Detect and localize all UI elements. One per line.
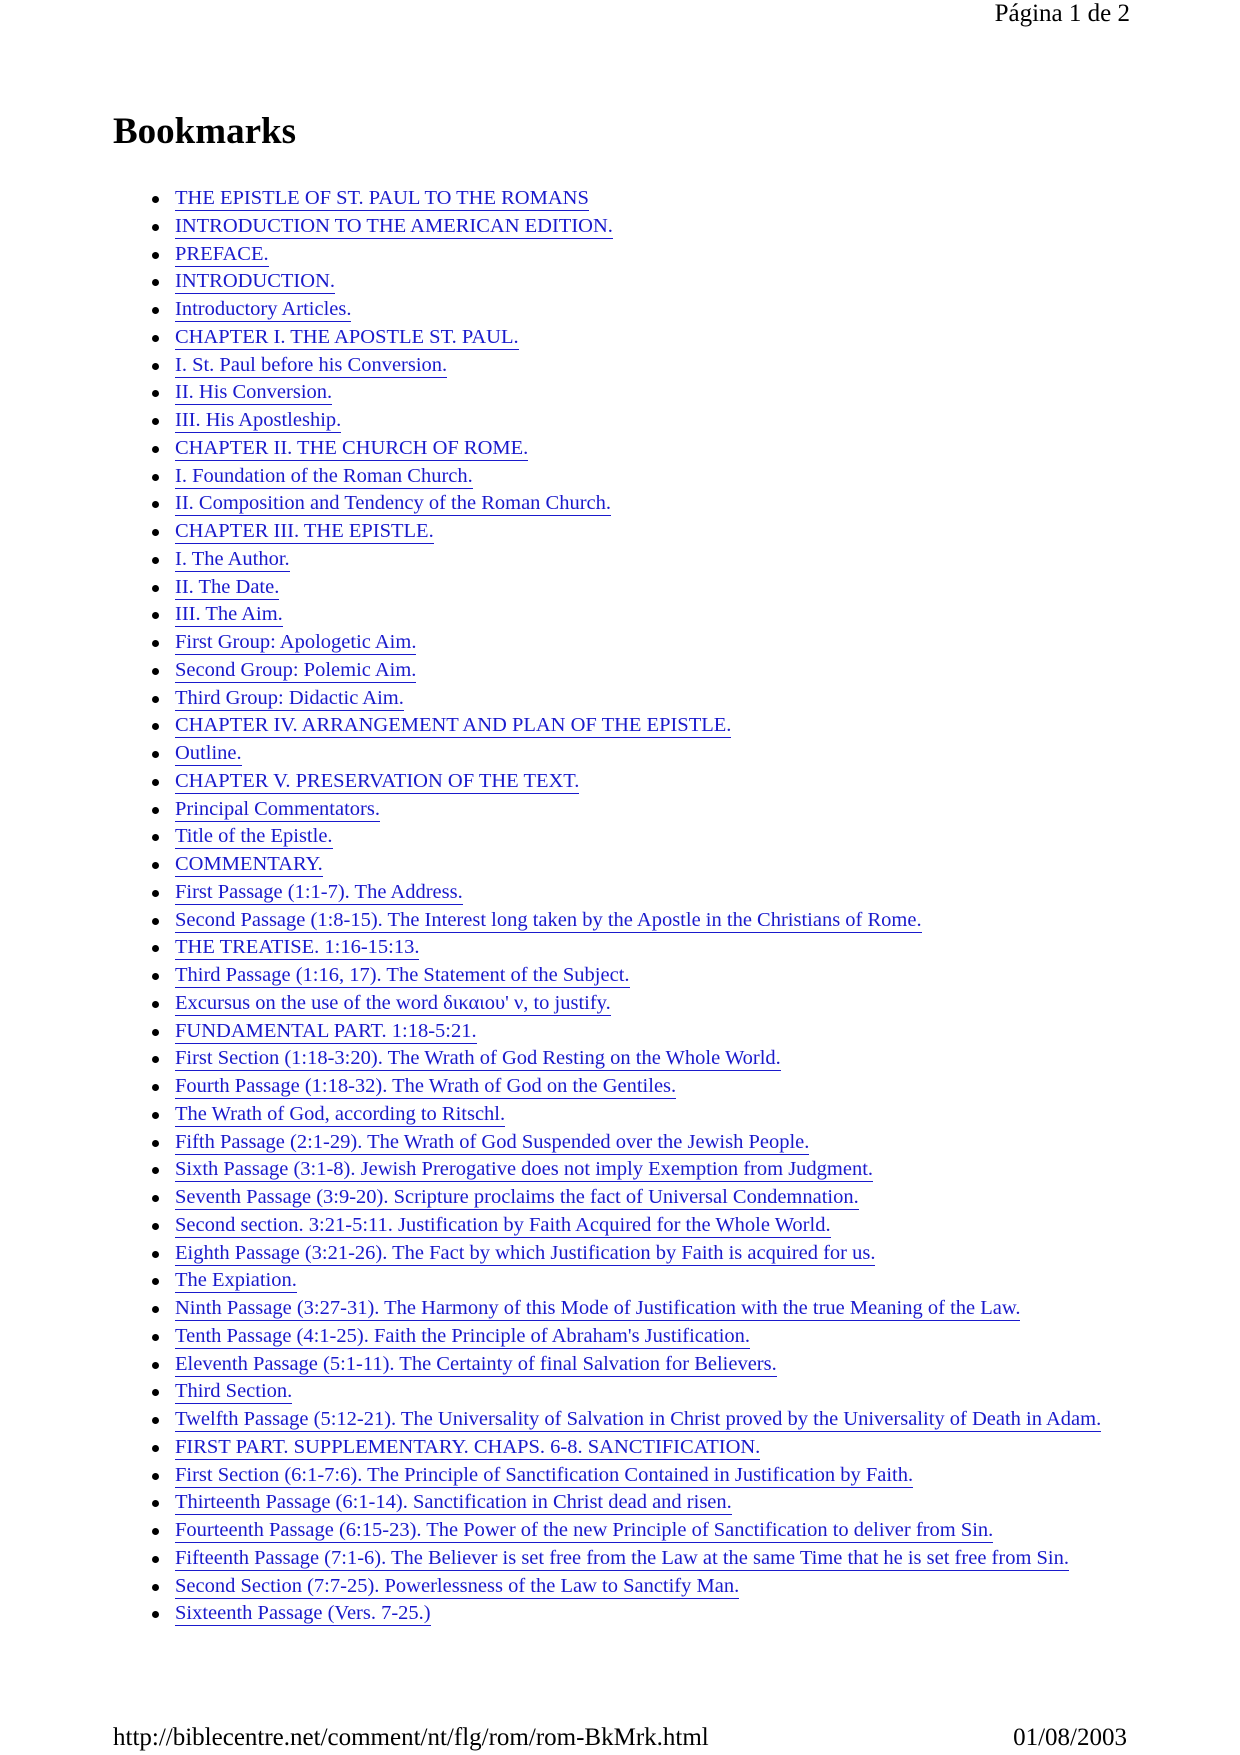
list-item — [150, 352, 1101, 380]
bookmark-link[interactable]: Fifteenth Passage (7:1-6). The Believer is set free from the Law at the same Time that he is set free from Sin. — [175, 1546, 1069, 1569]
list-item — [150, 851, 1101, 879]
footer-url: http://biblecentre.net/comment/nt/flg/rom/rom-BkMrk.html — [113, 1724, 709, 1751]
list-item — [150, 407, 1101, 435]
list-item — [150, 490, 1101, 518]
bullet-icon — [152, 1056, 159, 1063]
list-item — [150, 1406, 1101, 1434]
bookmark-link[interactable]: Fourth Passage (1:18-32). The Wrath of God on the Gentiles. — [175, 1075, 677, 1097]
bookmark-link[interactable]: First Section (1:18-3:20). The Wrath of God Resting on the Whole World. — [175, 1047, 781, 1070]
bullet-icon — [152, 723, 159, 730]
page-indicator: Página 1 de 2 — [994, 0, 1130, 27]
bullet-icon — [152, 474, 159, 481]
bullet-icon — [152, 945, 159, 952]
bookmark-link[interactable]: Principal Commentators. — [175, 797, 380, 820]
bookmark-link[interactable]: Introductory Articles. — [175, 298, 352, 320]
bullet-icon — [152, 1556, 159, 1563]
bullet-icon — [152, 446, 159, 453]
bullet-icon — [152, 1278, 159, 1285]
bookmark-link[interactable]: I. Foundation of the Roman Church. — [175, 464, 473, 487]
list-item — [150, 601, 1101, 629]
bookmark-link[interactable]: II. His Conversion. — [175, 381, 333, 404]
bullet-icon — [152, 834, 159, 841]
bullet-icon — [152, 1084, 159, 1091]
list-item — [150, 1267, 1101, 1295]
bullet-icon — [152, 1251, 159, 1258]
bullet-icon — [152, 1528, 159, 1535]
bullet-icon — [152, 1112, 159, 1119]
bullet-icon — [152, 585, 159, 592]
list-item — [150, 1545, 1101, 1573]
bookmark-link[interactable]: THE EPISTLE OF ST. PAUL TO THE ROMANS — [175, 187, 589, 209]
bookmark-link[interactable]: CHAPTER I. THE APOSTLE ST. PAUL. — [175, 325, 519, 348]
bullet-icon — [152, 529, 159, 536]
list-item — [150, 1378, 1101, 1406]
bookmark-link[interactable]: Title of the Epistle. — [175, 825, 333, 848]
list-item — [150, 1295, 1101, 1323]
bookmark-link[interactable]: CHAPTER V. PRESERVATION OF THE TEXT. — [175, 769, 580, 792]
bookmark-link[interactable]: First Group: Apologetic Aim. — [175, 631, 417, 653]
bullet-icon — [152, 252, 159, 259]
bullet-icon — [152, 363, 159, 370]
footer-date: 01/08/2003 — [1013, 1724, 1127, 1751]
list-item — [150, 879, 1101, 907]
list-item — [150, 629, 1101, 657]
list-item — [150, 1212, 1101, 1240]
bookmark-link[interactable]: I. The Author. — [175, 547, 290, 570]
list-item — [150, 574, 1101, 602]
list-item — [150, 1018, 1101, 1046]
bullet-icon — [152, 612, 159, 619]
list-item — [150, 1489, 1101, 1517]
list-item — [150, 268, 1101, 296]
bullet-icon — [152, 779, 159, 786]
list-item — [150, 1573, 1101, 1601]
list-item — [150, 213, 1101, 241]
list-item — [150, 185, 1101, 213]
bookmark-link[interactable]: PREFACE. — [175, 242, 269, 265]
list-item — [150, 768, 1101, 796]
bullet-icon — [152, 418, 159, 425]
list-item — [150, 796, 1101, 824]
bookmark-link[interactable]: Tenth Passage (4:1-25). Faith the Principle of Abraham's Justification. — [175, 1324, 751, 1347]
bookmark-link[interactable]: Thirteenth Passage (6:1-14). Sanctification in Christ dead and risen. — [175, 1491, 732, 1514]
bullet-icon — [152, 501, 159, 508]
bookmark-link[interactable]: CHAPTER III. THE EPISTLE. — [175, 520, 434, 542]
bullet-icon — [152, 973, 159, 980]
bookmark-link[interactable]: The Expiation. — [175, 1269, 297, 1292]
bookmark-link[interactable]: II. Composition and Tendency of the Roman Church. — [175, 492, 612, 515]
bullet-icon — [152, 1389, 159, 1396]
bookmark-link[interactable]: The Wrath of God, according to Ritschl. — [175, 1102, 506, 1125]
bullet-icon — [152, 1473, 159, 1480]
bookmark-link[interactable]: Eleventh Passage (5:1-11). The Certainty of final Salvation for Believers. — [175, 1352, 777, 1375]
bookmark-link[interactable]: COMMENTARY. — [175, 853, 323, 875]
list-item — [150, 1045, 1101, 1073]
bookmark-link[interactable]: Fifth Passage (2:1-29). The Wrath of God Suspended over the Jewish People. — [175, 1130, 810, 1153]
bookmark-list — [150, 185, 1101, 1628]
bullet-icon — [152, 807, 159, 814]
bullet-icon — [152, 918, 159, 925]
bullet-icon — [152, 862, 159, 869]
bookmark-link[interactable]: III. His Apostleship. — [175, 409, 342, 431]
bullet-icon — [152, 1362, 159, 1369]
list-item — [150, 1073, 1101, 1101]
list-item — [150, 546, 1101, 574]
bookmark-link[interactable]: Eighth Passage (3:21-26). The Fact by which Justification by Faith is acquired for us. — [175, 1241, 876, 1264]
bookmark-link[interactable]: INTRODUCTION TO THE AMERICAN EDITION. — [175, 214, 613, 237]
bullet-icon — [152, 196, 159, 203]
bullet-icon — [152, 1306, 159, 1313]
list-item — [150, 962, 1101, 990]
list-item — [150, 379, 1101, 407]
list-item — [150, 1323, 1101, 1351]
bookmark-link[interactable]: CHAPTER II. THE CHURCH OF ROME. — [175, 436, 529, 459]
list-item — [150, 1600, 1101, 1628]
bullet-icon — [152, 224, 159, 231]
list-item — [150, 823, 1101, 851]
page-title: Bookmarks — [113, 111, 296, 152]
bookmark-link[interactable]: INTRODUCTION. — [175, 270, 335, 293]
bullet-icon — [152, 1029, 159, 1036]
bookmark-link[interactable]: Sixth Passage (3:1-8). Jewish Prerogative does not imply Exemption from Judgment. — [175, 1158, 874, 1181]
list-item — [150, 657, 1101, 685]
list-item — [150, 241, 1101, 269]
bullet-icon — [152, 1500, 159, 1507]
bullet-icon — [152, 335, 159, 342]
list-item — [150, 1129, 1101, 1157]
bookmark-link[interactable]: Second Section (7:7-25). Powerlessness of the Law to Sanctify Man. — [175, 1574, 740, 1597]
list-item — [150, 1184, 1101, 1212]
list-item — [150, 324, 1101, 352]
bookmark-link[interactable]: First Section (6:1-7:6). The Principle of Sanctification Contained in Justification by Faith. — [175, 1463, 914, 1486]
bookmark-link[interactable]: I. St. Paul before his Conversion. — [175, 353, 448, 376]
list-item — [150, 463, 1101, 491]
bullet-icon — [152, 890, 159, 897]
list-item — [150, 296, 1101, 324]
list-item — [150, 1101, 1101, 1129]
bullet-icon — [152, 1584, 159, 1591]
bullet-icon — [152, 1334, 159, 1341]
bullet-icon — [152, 1001, 159, 1008]
bookmark-link[interactable]: Second section. 3:21-5:11. Justification by Faith Acquired for the Whole World. — [175, 1213, 831, 1236]
list-item — [150, 934, 1101, 962]
bookmark-link[interactable]: Seventh Passage (3:9-20). Scripture proclaims the fact of Universal Condemnation. — [175, 1186, 859, 1208]
bookmark-link[interactable]: Third Group: Didactic Aim. — [175, 686, 404, 709]
list-item — [150, 907, 1101, 935]
bullet-icon — [152, 279, 159, 286]
list-item — [150, 435, 1101, 463]
list-item — [150, 1434, 1101, 1462]
bookmark-link[interactable]: FIRST PART. SUPPLEMENTARY. CHAPS. 6-8. SANCTIFICATION. — [175, 1435, 761, 1458]
list-item — [150, 1156, 1101, 1184]
list-item — [150, 1351, 1101, 1379]
bookmark-link[interactable]: Fourteenth Passage (6:15-23). The Power of the new Principle of Sanctification to deliver from Sin. — [175, 1519, 994, 1541]
bullet-icon — [152, 1417, 159, 1424]
bullet-icon — [152, 1140, 159, 1147]
bullet-icon — [152, 307, 159, 314]
bullet-icon — [152, 1223, 159, 1230]
bookmark-link[interactable]: First Passage (1:1-7). The Address. — [175, 880, 463, 903]
bookmark-link[interactable]: Third Section. — [175, 1380, 293, 1403]
bullet-icon — [152, 1611, 159, 1618]
bullet-icon — [152, 557, 159, 564]
bookmark-link[interactable]: II. The Date. — [175, 575, 280, 598]
bookmark-link[interactable]: Twelfth Passage (5:12-21). The Universality of Salvation in Christ proved by the Universality of Death in Adam. — [175, 1408, 1102, 1430]
bullet-icon — [152, 1167, 159, 1174]
list-item — [150, 685, 1101, 713]
bullet-icon — [152, 390, 159, 397]
bullet-icon — [152, 668, 159, 675]
bookmark-link[interactable]: Excursus on the use of the word δικαιου' ν, to justify. — [175, 991, 611, 1014]
bullet-icon — [152, 696, 159, 703]
list-item — [150, 518, 1101, 546]
bookmark-link[interactable]: Ninth Passage (3:27-31). The Harmony of this Mode of Justification with the true Meaning of the Law. — [175, 1297, 1021, 1319]
bookmark-link[interactable]: Third Passage (1:16, 17). The Statement of the Subject. — [175, 964, 630, 986]
list-item — [150, 1517, 1101, 1545]
bullet-icon — [152, 751, 159, 758]
bookmark-link[interactable]: Second Passage (1:8-15). The Interest long taken by the Apostle in the Christians of Rome. — [175, 908, 922, 931]
bookmark-link[interactable]: FUNDAMENTAL PART. 1:18-5:21. — [175, 1019, 477, 1042]
bookmark-link[interactable]: CHAPTER IV. ARRANGEMENT AND PLAN OF THE EPISTLE. — [175, 714, 732, 737]
bullet-icon — [152, 1195, 159, 1202]
bullet-icon — [152, 640, 159, 647]
list-item — [150, 990, 1101, 1018]
bookmark-link[interactable]: Second Group: Polemic Aim. — [175, 658, 417, 681]
bookmark-link[interactable]: Outline. — [175, 742, 242, 764]
list-item — [150, 740, 1101, 768]
bullet-icon — [152, 1445, 159, 1452]
bookmark-link[interactable]: THE TREATISE. 1:16-15:13. — [175, 936, 420, 959]
bookmark-link[interactable]: Sixteenth Passage (Vers. 7-25.) — [175, 1602, 431, 1625]
bookmark-link[interactable]: III. The Aim. — [175, 603, 283, 626]
list-item — [150, 1240, 1101, 1268]
list-item — [150, 712, 1101, 740]
list-item — [150, 1462, 1101, 1490]
